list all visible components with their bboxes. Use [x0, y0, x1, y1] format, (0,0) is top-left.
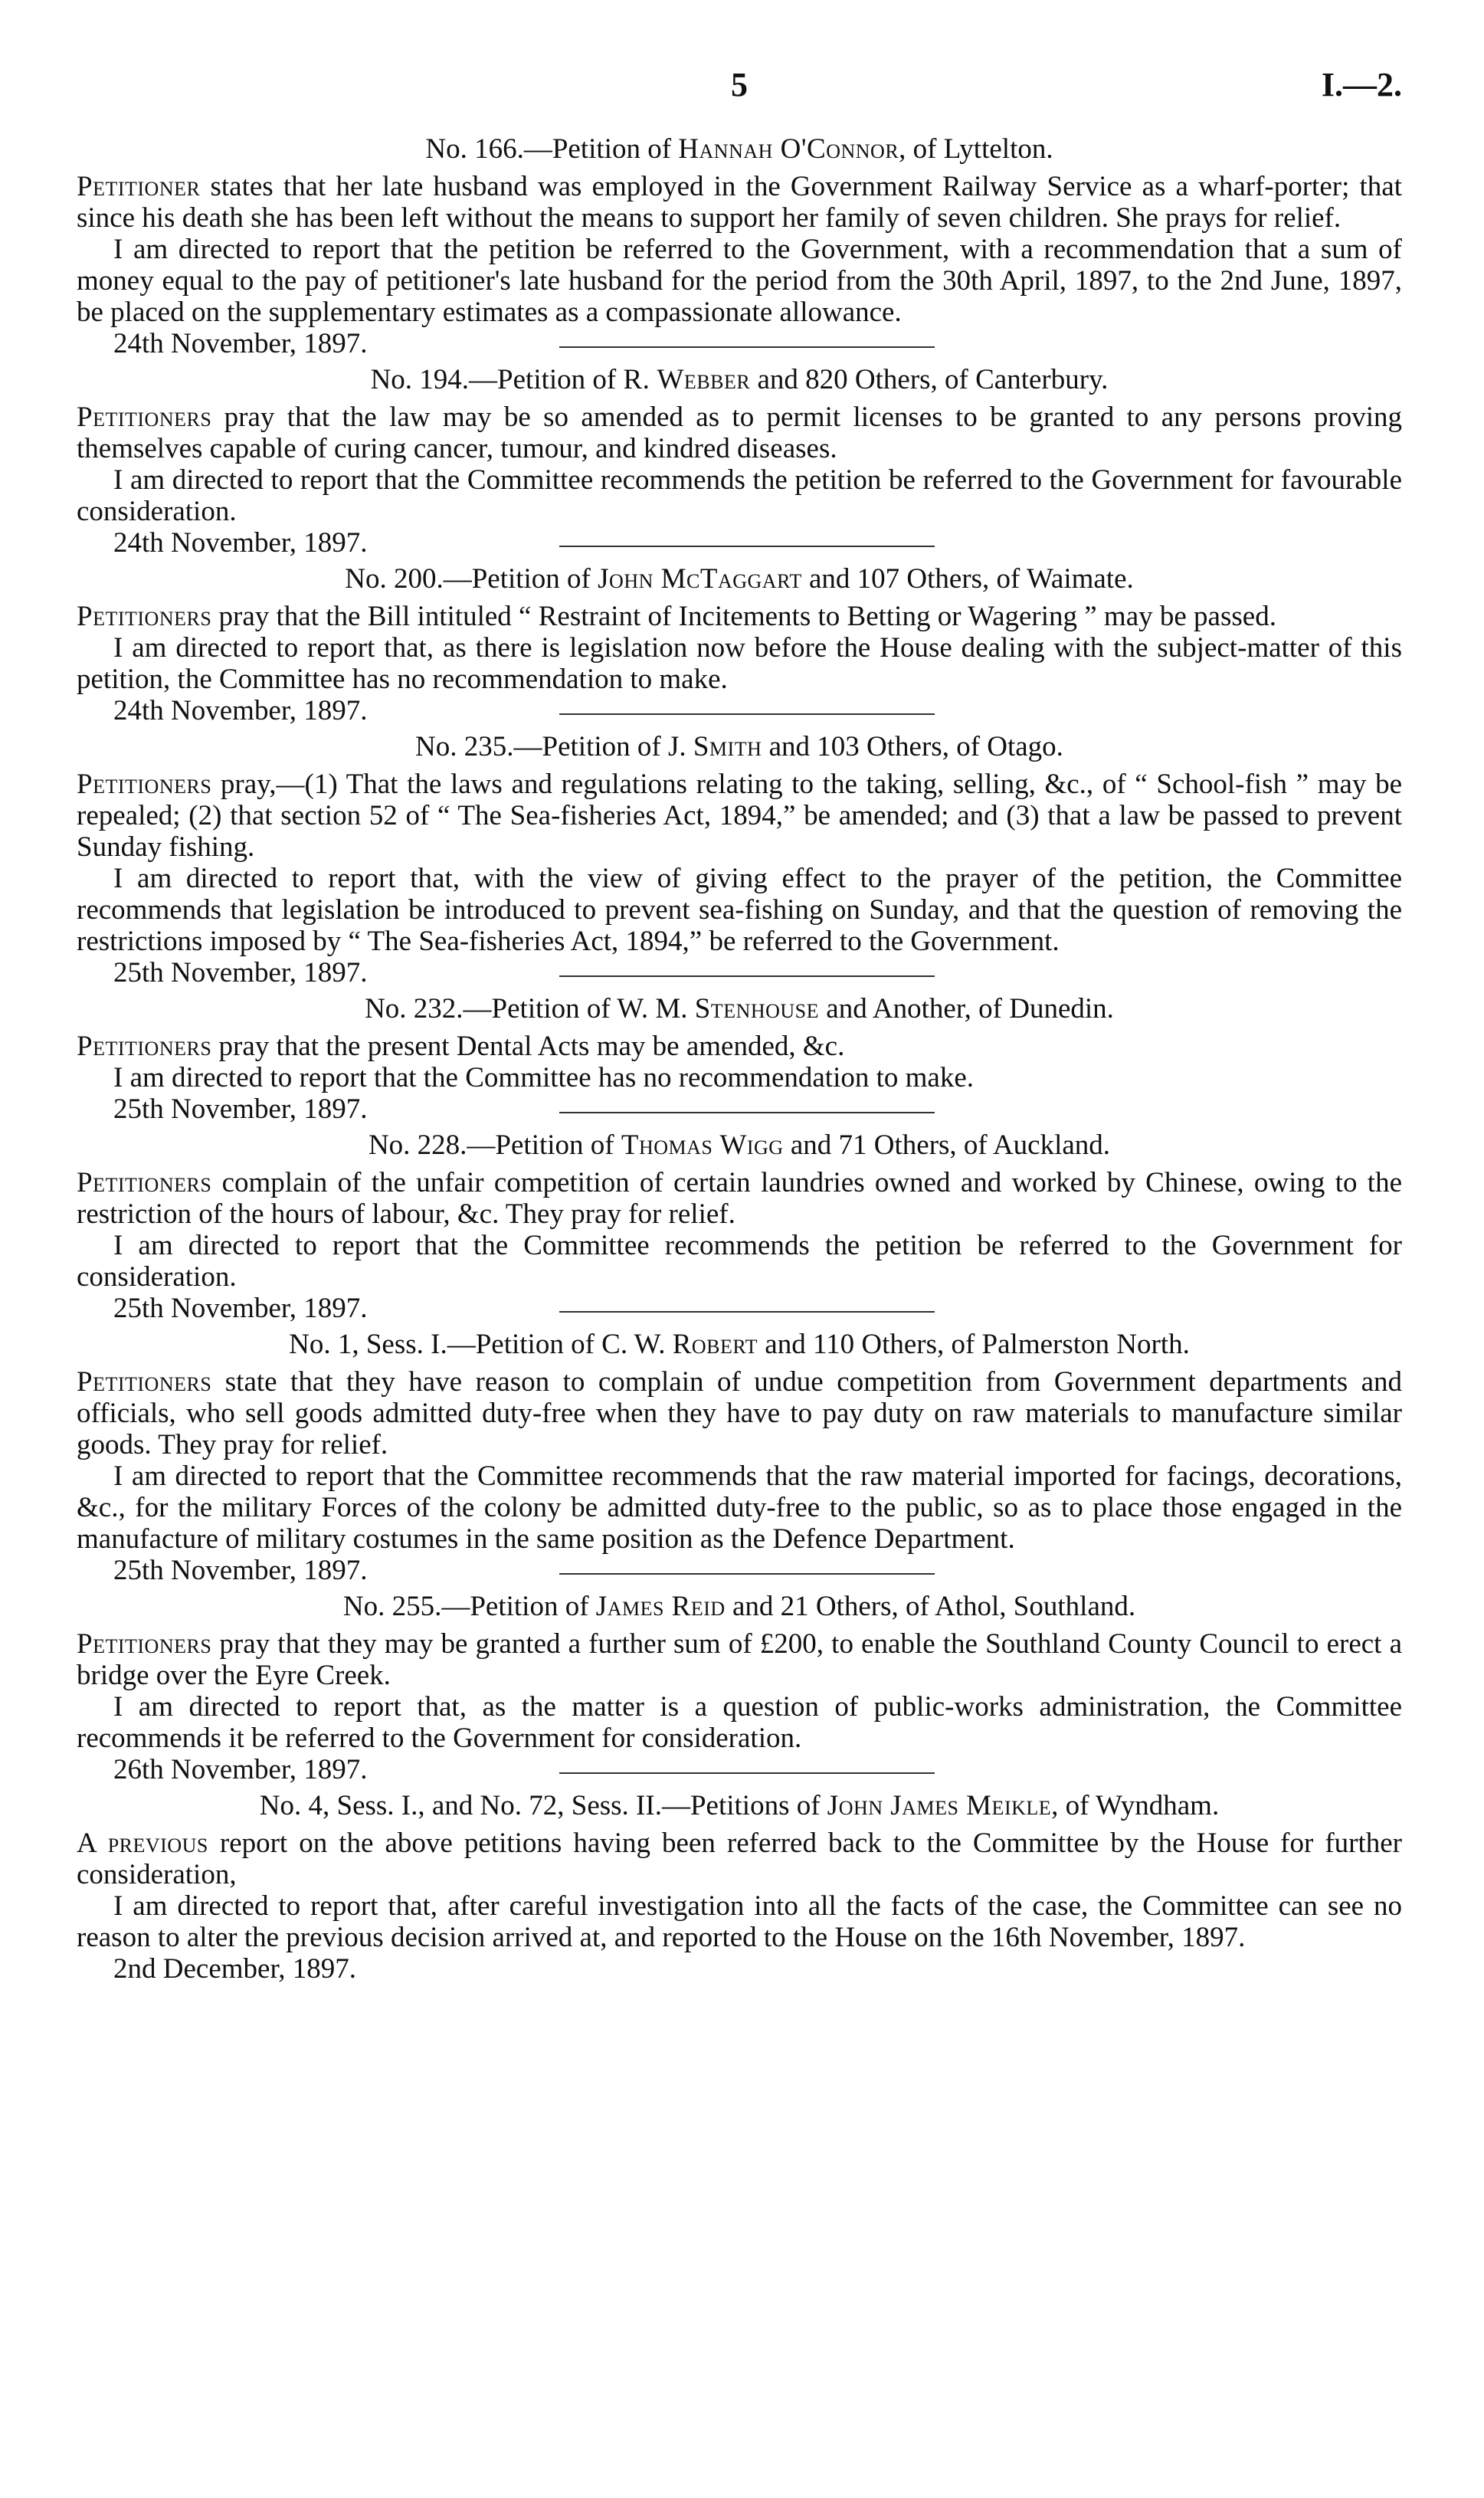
petition-heading: [77, 993, 1402, 1024]
heading-suffix: and 110 Others, of Palmerston North.: [758, 1329, 1190, 1360]
petition-200: [77, 563, 1402, 726]
section-divider: [559, 1311, 935, 1313]
report-date: 2nd December, 1897.: [113, 1953, 357, 1985]
committee-report: I am directed to report that, as the matter is a question of public-works administration, the Committee recommends it be referred to the Government for consideration.: [77, 1691, 1402, 1754]
heading-prefix: No. 232.—Petition of W. M.: [365, 993, 695, 1024]
petition-statement: [77, 769, 1402, 863]
petition-255: [77, 1591, 1402, 1785]
statement-lead: Petitioners: [77, 1628, 212, 1660]
statement-lead: Petitioners: [77, 1366, 212, 1398]
petition-statement: [77, 1628, 1402, 1691]
heading-suffix: and Another, of Dunedin.: [819, 993, 1114, 1024]
statement-text: states that her late husband was employed in the Government Railway Service as a wharf-porter; that since his death she has been left without the means to support her family of seven children. She prays for relief.: [77, 171, 1402, 234]
petition-heading: [77, 1329, 1402, 1360]
petition-statement: [77, 1031, 1402, 1062]
petitioner-name: James Reid: [595, 1591, 726, 1622]
heading-suffix: and 820 Others, of Canterbury.: [750, 364, 1109, 395]
petitioner-name: John McTaggart: [598, 563, 802, 595]
page-header: [77, 66, 1402, 130]
page-number: 5: [731, 66, 748, 103]
date-row: [77, 1754, 1402, 1785]
statement-text: pray that the present Dental Acts may be amended, &c.: [211, 1031, 845, 1062]
heading-prefix: No. 166.—Petition of: [425, 133, 679, 165]
statement-lead: A previous: [77, 1828, 208, 1859]
petition-heading: [77, 1790, 1402, 1821]
report-date: 26th November, 1897.: [113, 1754, 368, 1785]
petition-statement: [77, 1828, 1402, 1890]
statement-text: pray that they may be granted a further sum of £200, to enable the Southland County Council to erect a bridge over the Eyre Creek.: [77, 1628, 1402, 1691]
heading-prefix: No. 228.—Petition of: [368, 1129, 621, 1161]
heading-prefix: No. 4, Sess. I., and No. 72, Sess. II.—Petitions of: [259, 1790, 827, 1821]
committee-report: I am directed to report that the Committee recommends the petition be referred to the Government for consideration.: [77, 1230, 1402, 1293]
petition-heading: [77, 1591, 1402, 1622]
heading-prefix: No. 255.—Petition of: [342, 1591, 596, 1622]
committee-report: I am directed to report that, after careful investigation into all the facts of the case, the Committee can see no reason to alter the previous decision arrived at, and reported to the House on the 16th November, 1897.: [77, 1890, 1402, 1953]
date-row: [77, 1093, 1402, 1125]
petitioner-name: Thomas Wigg: [621, 1129, 784, 1161]
petition-heading: [77, 563, 1402, 595]
heading-suffix: and 21 Others, of Athol, Southland.: [725, 1591, 1136, 1622]
statement-lead: Petitioner: [77, 171, 201, 202]
section-divider: [559, 975, 935, 977]
petitioner-name: R. Webber: [623, 364, 751, 395]
statement-text: state that they have reason to complain of undue competition from Government departments and officials, who sell goods admitted duty-free when they have to pay duty on raw materials to manufacture similar goods. They pray for relief.: [77, 1366, 1402, 1460]
heading-prefix: No. 1, Sess. I.—Petition of C. W.: [289, 1329, 673, 1360]
petition-4-and-72: [77, 1790, 1402, 1985]
statement-text: pray that the law may be so amended as to permit licenses to be granted to any persons proving themselves capable of curing cancer, tumour, and kindred diseases.: [77, 402, 1402, 464]
report-date: 25th November, 1897.: [113, 957, 368, 988]
report-date: 24th November, 1897.: [113, 328, 368, 359]
petition-heading: [77, 731, 1402, 762]
petition-235: [77, 731, 1402, 988]
heading-suffix: and 71 Others, of Auckland.: [783, 1129, 1111, 1161]
committee-report: I am directed to report that the Committee recommends the petition be referred to the Government for favourable consideration.: [77, 464, 1402, 527]
report-date: 24th November, 1897.: [113, 695, 368, 726]
heading-suffix: , of Wyndham.: [1051, 1790, 1220, 1821]
date-row: [77, 328, 1402, 359]
statement-lead: Petitioners: [77, 402, 212, 433]
petition-heading: [77, 1129, 1402, 1161]
date-row: [77, 1293, 1402, 1324]
petition-statement: [77, 1167, 1402, 1230]
date-row: [77, 1555, 1402, 1586]
date-row: [77, 695, 1402, 726]
paper-reference: I.—2.: [1321, 66, 1402, 103]
petitioner-name: Robert: [672, 1329, 758, 1360]
committee-report: I am directed to report that, with the view of giving effect to the prayer of the petition, the Committee recommends that legislation be introduced to prevent sea-fishing on Sunday, and that the question of removing the restrictions imposed by “ The Sea-fisheries Act, 1894,” be referred to the Government.: [77, 863, 1402, 957]
date-row: [77, 527, 1402, 559]
report-date: 24th November, 1897.: [113, 527, 368, 559]
petition-166: [77, 133, 1402, 359]
committee-report: I am directed to report that the Committee has no recommendation to make.: [113, 1062, 975, 1093]
heading-prefix: No. 235.—Petition of J.: [415, 731, 693, 762]
petitioner-name: John James Meikle: [827, 1790, 1052, 1821]
date-row: [77, 1953, 1402, 1985]
statement-text: pray that the Bill intituled “ Restraint of Incitements to Betting or Wagering ” may be passed.: [211, 601, 1276, 632]
report-date: 25th November, 1897.: [113, 1555, 368, 1586]
heading-suffix: and 107 Others, of Waimate.: [801, 563, 1134, 595]
heading-prefix: No. 194.—Petition of: [370, 364, 624, 395]
committee-report: I am directed to report that, as there is legislation now before the House dealing with the subject-matter of this petition, the Committee has no recommendation to make.: [77, 632, 1402, 695]
petition-statement: [77, 402, 1402, 464]
section-divider: [559, 346, 935, 348]
petition-194: [77, 364, 1402, 559]
heading-suffix: and 103 Others, of Otago.: [762, 731, 1063, 762]
statement-text: pray,—(1) That the laws and regulations relating to the taking, selling, &c., of “ School-fish ” may be repealed; (2) that section 52 of “ The Sea-fisheries Act, 1894,” be amended; and (3) that a law be passed to prevent Sunday fishing.: [77, 769, 1402, 863]
statement-lead: Petitioners: [77, 601, 212, 632]
report-date: 25th November, 1897.: [113, 1293, 368, 1324]
date-row: [77, 957, 1402, 988]
heading-prefix: No. 200.—Petition of: [345, 563, 598, 595]
petition-1-sess-1: [77, 1329, 1402, 1586]
section-divider: [559, 1772, 935, 1774]
committee-report: I am directed to report that the petition be referred to the Government, with a recommendation that a sum of money equal to the pay of petitioner's late husband for the period from the 30th April, 1897, to the 2nd June, 1897, be placed on the supplementary estimates as a compassionate allowance.: [77, 234, 1402, 328]
petition-heading: [77, 133, 1402, 165]
document-page: [77, 66, 1403, 1985]
statement-lead: Petitioners: [77, 1031, 212, 1062]
statement-lead: Petitioners: [77, 1167, 212, 1198]
petitioner-name: Hannah O'Connor: [678, 133, 899, 165]
section-divider: [559, 1573, 935, 1575]
petitioner-name: Smith: [693, 731, 762, 762]
petition-232: [77, 993, 1402, 1125]
section-divider: [559, 546, 935, 547]
petition-statement: [77, 1366, 1402, 1460]
petition-statement: [77, 171, 1402, 234]
report-date: 25th November, 1897.: [113, 1093, 368, 1125]
statement-text: complain of the unfair competition of certain laundries owned and worked by Chinese, owing to the restriction of the hours of labour, &c. They pray for relief.: [77, 1167, 1402, 1230]
committee-report: I am directed to report that the Committee recommends that the raw material imported for facings, decorations, &c., for the military Forces of the colony be admitted duty-free to the public, so as to place those engaged in the manufacture of military costumes in the same position as the Defence Department.: [77, 1460, 1402, 1555]
section-divider: [559, 713, 935, 715]
petition-heading: [77, 364, 1402, 395]
section-divider: [559, 1112, 935, 1113]
petition-statement: [77, 601, 1402, 632]
petition-228: [77, 1129, 1402, 1324]
heading-suffix: , of Lyttelton.: [899, 133, 1053, 165]
statement-text: report on the above petitions having been referred back to the Committee by the House for further consideration,: [77, 1828, 1403, 1890]
petitioner-name: Stenhouse: [694, 993, 820, 1024]
statement-lead: Petitioners: [77, 769, 212, 800]
